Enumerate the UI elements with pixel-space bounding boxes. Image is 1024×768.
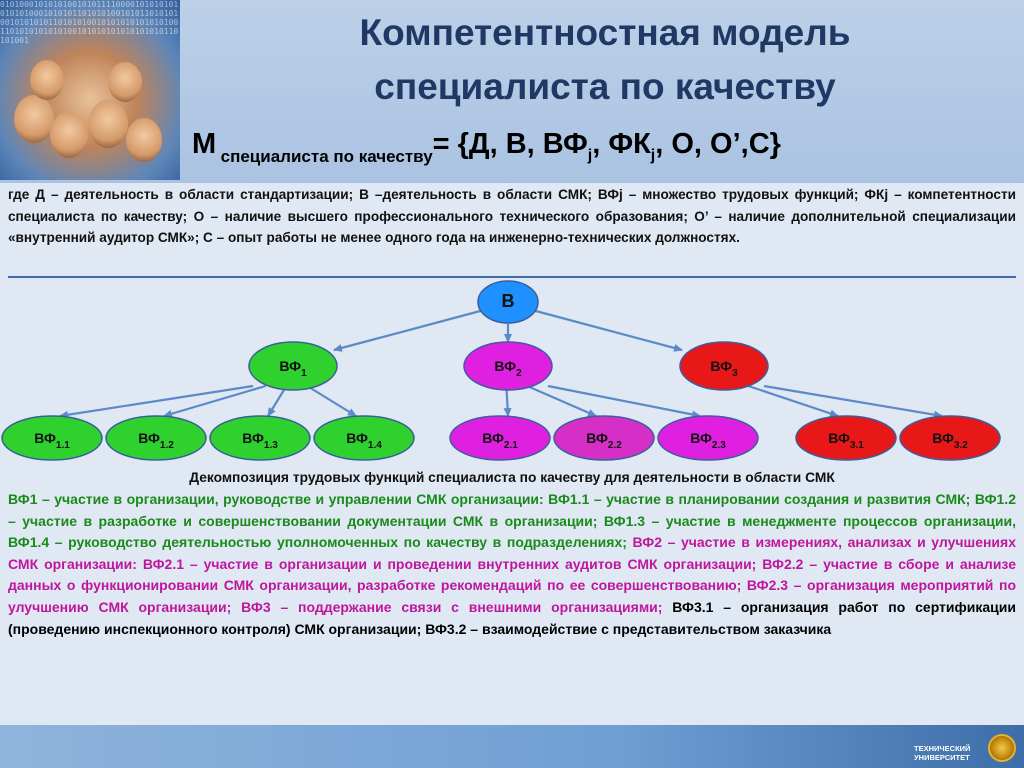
formula-close: , О, О’,С}: [655, 128, 781, 160]
node-l2-0: [2, 416, 102, 460]
tree-nodes: [2, 281, 1000, 460]
model-formula: [192, 128, 1022, 166]
node-l2-2-label-base: ВФ: [242, 430, 264, 446]
formula-mid: , ФК: [592, 128, 651, 160]
edge-l1-l2-5: [527, 386, 596, 416]
node-l2-5-label-base: ВФ: [586, 430, 608, 446]
node-l1-0: [249, 342, 337, 390]
functions-description: [8, 489, 1016, 640]
formula-sub-j1: j: [587, 147, 593, 164]
node-l2-5: [554, 416, 654, 460]
node-l2-0-label-base: ВФ: [34, 430, 56, 446]
students-photo: [0, 0, 180, 180]
desc-vf1: ВФ1 – участие в организации, руководстве и управлении СМК организации: ВФ1.1 – участие в планировании создания и развития СМК; ВФ1.2 – участие в разработке и совершенствовании документации СМК в организации; ВФ1.3 – участие в менеджменте процессов организации, ВФ1.4 – руководство деятельностью уполномоченных по качеству в подразделениях;: [8, 491, 1016, 551]
binary-pattern: 0101000101010100101011110000101010101010101000101010110101010010101101010100101010101101010100101010101010101001101010101010100101010101010101010110101001: [0, 0, 179, 45]
edge-l1-l2-3: [307, 386, 356, 416]
node-l2-3-label-base: ВФ: [346, 430, 368, 446]
node-l2-8-label-base: ВФ: [932, 430, 954, 446]
university-logo: [900, 732, 1020, 764]
node-l1-2-label-base: ВФ: [710, 358, 733, 374]
desc-vf3: ВФ3.1 – организация работ по сертификации (проведению инспекционного контроля) СМК организации; ВФ3.2 – взаимодействие с представительством заказчика: [8, 598, 1016, 637]
edge-root-vf1: [334, 310, 484, 350]
edge-l1-l2-2: [268, 386, 286, 416]
desc-vf2: ВФ2 – участие в измерениях, анализах и улучшениях СМК организации: ВФ2.1 – участие в организации и проведении внутренних аудитов СМК организации; ВФ2.2 – участие в сборе и анализе данных о функционировании СМК организации, разработке рекомендаций по ее совершенствованию; ВФ2.3 – организация мероприятий по улучшению СМК организации; ВФ3 – поддержание связи с внешними организациями;: [8, 534, 1016, 615]
node-l2-6-label-sub: 2.3: [711, 440, 726, 451]
node-l1-0-label-base: ВФ: [279, 358, 302, 374]
node-l2-4-label-sub: 2.1: [503, 440, 518, 451]
formula-open: = {Д, В, ВФ: [432, 128, 588, 160]
node-l2-4: [450, 416, 550, 460]
logo-text: ТЕХНИЧЕСКИЙ УНИВЕРСИТЕТ: [914, 744, 971, 762]
node-l2-1: [106, 416, 206, 460]
slide-title: [190, 6, 1020, 114]
edge-l1-l2-1: [164, 386, 266, 416]
node-l2-6-label-base: ВФ: [690, 430, 712, 446]
node-l1-1-label-base: ВФ: [494, 358, 517, 374]
title-line-2: специалиста по качеству: [374, 66, 836, 107]
node-l2-1-label-sub: 1.2: [159, 440, 174, 451]
emblem-icon: [988, 734, 1016, 762]
node-root: [478, 281, 538, 323]
formula-sub-j2: j: [650, 147, 656, 164]
functions-tree: [0, 280, 1024, 466]
node-root-label: [502, 291, 515, 311]
node-l2-7: [796, 416, 896, 460]
footer-bar: [0, 725, 1024, 768]
node-l2-6: [658, 416, 758, 460]
node-l2-7-label-sub: 3.1: [849, 440, 864, 451]
node-l2-7-label-base: ВФ: [828, 430, 850, 446]
node-l1-2: [680, 342, 768, 390]
edge-l1-l2-0: [60, 386, 253, 416]
node-l2-5-label-sub: 2.2: [607, 440, 622, 451]
node-l2-3-label-sub: 1.4: [367, 440, 382, 451]
node-l1-1: [464, 342, 552, 390]
node-l1-1-label-sub: 2: [516, 368, 522, 379]
title-line-1: Компетентностная модель: [359, 12, 851, 53]
node-l2-2: [210, 416, 310, 460]
node-l2-0-label-sub: 1.1: [55, 440, 70, 451]
formula-lhs-subscript: специалиста по качеству: [220, 147, 433, 166]
diagram-caption: Декомпозиция трудовых функций специалиста по качеству для деятельности в области СМК: [189, 470, 835, 485]
edge-root-vf3: [532, 310, 682, 350]
formula-lhs: М: [192, 128, 217, 160]
node-l2-8: [900, 416, 1000, 460]
node-l2-2-label-sub: 1.3: [263, 440, 278, 451]
node-l2-1-label-base: ВФ: [138, 430, 160, 446]
node-l2-8-label-sub: 3.2: [953, 440, 968, 451]
node-root-label-base: В: [501, 291, 515, 311]
formula-legend: где Д – деятельность в области стандартизации; В –деятельность в области СМК; ВФj – множество трудовых функций; ФКj – компетентности специалиста по качеству; О – наличие высшего профессионального технического образования; О’ – наличие дополнительной специализации «внутренний аудитор СМК»; С – опыт работы не менее одного года на инженерно-технических должностях.: [8, 187, 1016, 245]
edge-l1-l2-6: [548, 386, 700, 416]
divider: [8, 276, 1016, 278]
node-l2-4-label-base: ВФ: [482, 430, 504, 446]
node-l1-0-label-sub: 1: [301, 368, 307, 379]
node-l1-2-label-sub: 3: [732, 368, 738, 379]
node-l2-3: [314, 416, 414, 460]
